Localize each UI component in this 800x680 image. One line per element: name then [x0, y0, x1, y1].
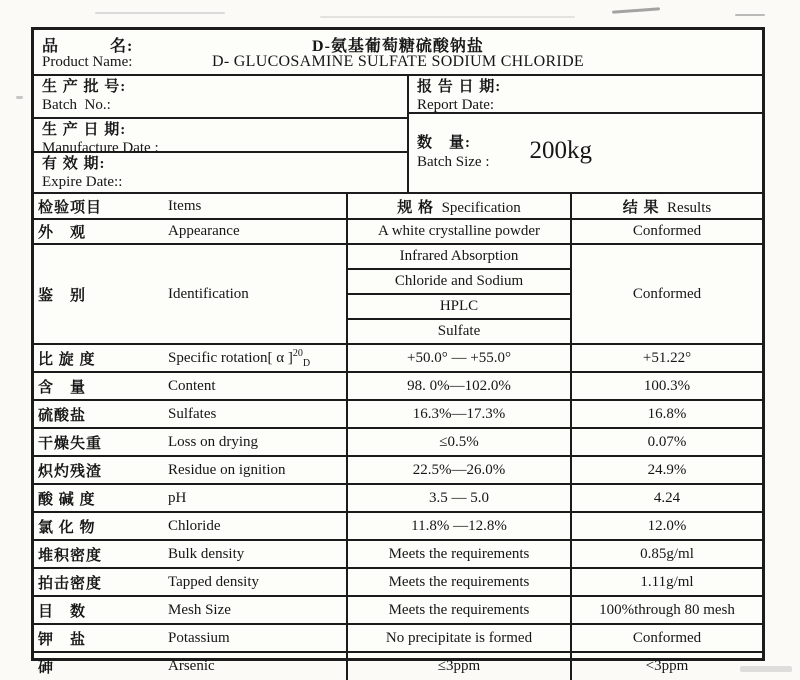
result-value: 24.9%	[571, 456, 762, 484]
batch-size-value: 200kg	[529, 137, 592, 164]
item-name-cn: 钾 盐	[38, 631, 87, 648]
table-row	[34, 484, 762, 512]
spec-value: Chloride and Sodium	[347, 269, 571, 294]
batch-size-label-en: Batch Size :	[417, 154, 490, 170]
spec-value: ≤0.5%	[347, 428, 571, 456]
batch-no-field	[34, 76, 407, 119]
table-row-specific-rotation	[34, 344, 762, 372]
item-name-cn: 目 数	[38, 603, 87, 620]
batch-no-label-cn: 生 产 批 号:	[42, 79, 127, 95]
spec-value: 16.3%—17.3%	[347, 400, 571, 428]
item-name-en: Mesh Size	[168, 601, 231, 618]
specific-rotation-text: Specific rotation[ α ]	[168, 349, 293, 366]
item-name-cn: 外 观	[38, 225, 87, 241]
table-row	[34, 400, 762, 428]
item-name-en: Sulfates	[168, 405, 217, 422]
item-name-cn: 炽灼残渣	[38, 463, 103, 480]
table-row-identification	[34, 244, 762, 269]
batch-no-label-en: Batch No.:	[42, 97, 111, 114]
spec-value: Meets the requirements	[347, 596, 571, 624]
item-name-en: Loss on drying	[168, 433, 258, 450]
batch-size-field	[409, 114, 762, 192]
item-name-en: Appearance	[168, 223, 240, 239]
expire-date-label-cn: 有 效 期:	[42, 156, 106, 172]
spec-value: 3.5 — 5.0	[347, 484, 571, 512]
table-header-row	[34, 194, 762, 219]
result-value: <3ppm	[571, 652, 762, 680]
item-name-cn: 氯 化 物	[38, 519, 96, 536]
header-spec-cn: 规 格	[397, 199, 435, 216]
spec-value: Infrared Absorption	[347, 244, 571, 269]
spec-value: 11.8% —12.8%	[347, 512, 571, 540]
item-name-en: Residue on ignition	[168, 461, 286, 478]
table-row	[34, 456, 762, 484]
header-spec-en: Specification	[441, 199, 521, 216]
product-name-label-en: Product Name:	[42, 54, 133, 70]
specification-table	[34, 194, 762, 680]
item-name-en	[164, 344, 347, 372]
manufacture-date-label-cn: 生 产 日 期:	[42, 122, 127, 138]
item-name-cn: 酸 碱 度	[38, 491, 96, 508]
table-row	[34, 540, 762, 568]
result-value: 16.8%	[571, 400, 762, 428]
table-row	[34, 372, 762, 400]
result-value: 100%through 80 mesh	[571, 596, 762, 624]
item-name-cn: 堆积密度	[38, 547, 103, 564]
info-left-column	[34, 76, 409, 192]
header-items-cn: 检验项目	[38, 199, 103, 216]
report-date-label-cn: 报 告 日 期:	[417, 79, 502, 95]
result-value: Conformed	[571, 624, 762, 652]
product-name-cn-line	[34, 30, 762, 53]
product-name-en-line	[34, 53, 762, 76]
table-row	[34, 624, 762, 652]
report-date-label-en: Report Date:	[417, 97, 495, 114]
item-name-en: Potassium	[168, 629, 230, 646]
header-result-cn: 结 果	[622, 199, 660, 216]
expire-date-label-en: Expire Date::	[42, 174, 123, 191]
specific-rotation-subscript: D	[302, 357, 311, 369]
result-value: 0.07%	[571, 428, 762, 456]
manufacture-date-label-en: Manufacture Date :	[42, 140, 159, 157]
table-row	[34, 596, 762, 624]
item-name-en: Bulk density	[168, 545, 245, 562]
product-name-value-cn: D-氨基葡萄糖硫酸钠盐	[312, 38, 484, 55]
item-name-en: pH	[168, 489, 187, 506]
spec-value: No precipitate is formed	[347, 624, 571, 652]
result-value: 4.24	[571, 484, 762, 512]
certificate-document	[31, 27, 765, 676]
report-date-field	[409, 76, 762, 114]
specific-rotation-superscript: 20	[292, 347, 303, 359]
scan-artifact	[612, 7, 660, 13]
table-row	[34, 652, 762, 680]
manufacture-date-field	[34, 119, 407, 157]
result-value: 12.0%	[571, 512, 762, 540]
spec-value: 98. 0%—102.0%	[347, 372, 571, 400]
product-name-label-cn: 品 名:	[42, 38, 134, 55]
result-value: 100.3%	[571, 372, 762, 400]
scan-artifact	[320, 16, 575, 18]
batch-size-label-cn: 数 量:	[417, 135, 471, 152]
item-name-en: Arsenic	[168, 658, 215, 674]
item-name-en: Content	[168, 377, 216, 394]
header-items-en: Items	[168, 197, 202, 214]
expire-date-field	[34, 153, 407, 192]
scan-artifact	[95, 12, 225, 14]
result-value: Conformed	[571, 244, 762, 344]
header-result-en: Results	[667, 199, 712, 216]
spec-value: Meets the requirements	[347, 568, 571, 596]
result-value: +51.22°	[571, 344, 762, 372]
spec-value: HPLC	[347, 294, 571, 319]
item-name-en: Identification	[168, 285, 249, 302]
spec-value: 22.5%—26.0%	[347, 456, 571, 484]
result-value: Conformed	[571, 219, 762, 244]
spec-value: Sulfate	[347, 319, 571, 344]
spec-value: Meets the requirements	[347, 540, 571, 568]
spec-value: A white crystalline powder	[347, 219, 571, 244]
item-name-cn: 鉴 别	[38, 287, 87, 304]
specification-table-wrap	[34, 194, 762, 676]
result-value: 1.11g/ml	[571, 568, 762, 596]
result-value: 0.85g/ml	[571, 540, 762, 568]
item-name-cn: 比 旋 度	[38, 351, 96, 368]
item-name-en: Chloride	[168, 517, 221, 534]
info-right-column	[409, 76, 762, 192]
item-name-cn: 干燥失重	[38, 435, 103, 452]
scan-artifact	[735, 14, 765, 16]
spec-value: +50.0° — +55.0°	[347, 344, 571, 372]
product-name-row	[34, 30, 762, 76]
product-name-value-en: D- GLUCOSAMINE SULFATE SODIUM CHLORIDE	[212, 53, 584, 70]
scan-artifact	[16, 96, 23, 99]
table-row-appearance	[34, 219, 762, 244]
item-name-cn: 含 量	[38, 379, 87, 396]
item-name-cn: 砷	[38, 660, 55, 676]
item-name-cn: 拍击密度	[38, 575, 103, 592]
spec-value: ≤3ppm	[347, 652, 571, 680]
info-grid	[34, 76, 762, 194]
table-row	[34, 512, 762, 540]
item-name-cn: 硫酸盐	[38, 407, 87, 424]
item-name-en: Tapped density	[168, 573, 260, 590]
table-row	[34, 428, 762, 456]
table-row	[34, 568, 762, 596]
batch-size-labels	[409, 134, 489, 172]
